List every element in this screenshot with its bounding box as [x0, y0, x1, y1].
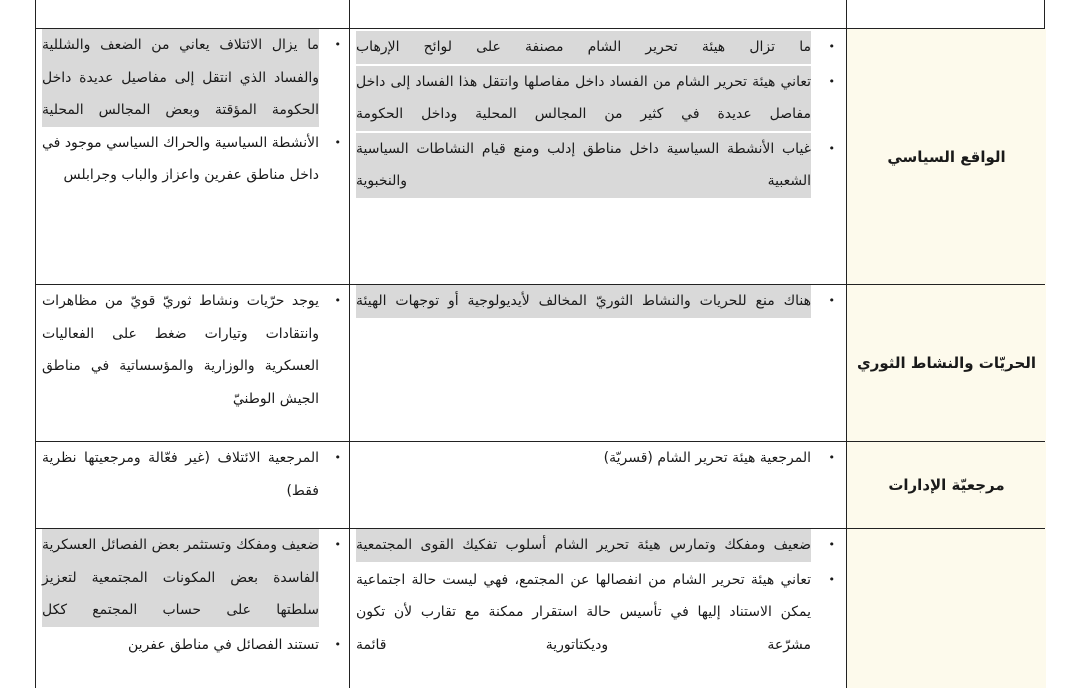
- bullet-icon: •: [828, 40, 835, 53]
- list-item: • المرجعية الائتلاف (غير فعّالة ومرجعيتها نظرية فقط): [42, 442, 319, 507]
- bullet-icon: •: [334, 135, 341, 149]
- bullet-icon: •: [334, 538, 341, 551]
- bullet-icon: •: [828, 294, 835, 307]
- table-row-admin-reference: [35, 441, 1045, 529]
- national-army-areas-cell: [36, 285, 349, 441]
- list-item: • المرجعية هيئة تحرير الشام (قسريّة): [356, 442, 811, 475]
- hts-areas-cell: [349, 529, 846, 688]
- table-top-partial-row: [35, 0, 1045, 28]
- cell-divider: [846, 0, 847, 28]
- list-item: • ضعيف ومفكك وتمارس هيئة تحرير الشام أسلوب تفكيك القوى المجتمعية: [356, 529, 811, 562]
- row-label-society: [846, 529, 1046, 688]
- bullet-icon: •: [334, 637, 341, 651]
- list-item: • تعاني هيئة تحرير الشام من الفساد داخل مفاصلها وانتقل هذا الفساد إلى داخل مفاصل عديدة في كثير من المجالس المحلية وداخل الحكومة: [356, 66, 811, 131]
- list-item: • تستند الفصائل في مناطق عفرين: [42, 629, 319, 662]
- bullet-icon: •: [334, 38, 341, 51]
- list-item: • تعاني هيئة تحرير الشام من انفصالها عن المجتمع، فهي ليست حالة اجتماعية يمكن الاستناد إليها في تأسيس حالة استقرار ممكنة مع تقارب لأن تكون مشرّعة وديكتاتورية قائمة: [356, 564, 811, 662]
- national-army-areas-cell: [36, 29, 349, 284]
- list-item: • يوجد حرّيات ونشاط ثوريّ قويّ من مظاهرات وانتقادات وتيارات ضغط على الفعاليات العسكرية والوزارية والمؤسساتية في مناطق الجيش الوطنيّ: [42, 285, 319, 415]
- bullet-icon: •: [828, 572, 835, 586]
- bullet-icon: •: [334, 294, 341, 307]
- hts-areas-cell: [349, 442, 846, 528]
- list-item: • ما يزال الائتلاف يعاني من الضعف والشللية والفساد الذي انتقل إلى مفاصيل عديدة داخل الحكومة المؤقتة وبعض المجالس المحلية: [42, 29, 319, 127]
- row-label-admin-reference: مرجعيّة الإدارات: [846, 442, 1046, 528]
- table-row-society: [35, 528, 1045, 688]
- row-label-political-reality: الواقع السياسي: [846, 29, 1046, 284]
- row-label-freedoms: الحريّات والنشاط الثوري: [846, 285, 1046, 441]
- national-army-areas-cell: [36, 529, 349, 688]
- list-item: • هناك منع للحريات والنشاط الثوريّ المخالف لأيديولوجية أو توجهات الهيئة: [356, 285, 811, 318]
- list-item: • غياب الأنشطة السياسية داخل مناطق إدلب ومنع قيام النشاطات السياسية الشعبية والنخبوية: [356, 133, 811, 198]
- bullet-icon: •: [334, 451, 341, 464]
- table-row-freedoms: [35, 284, 1045, 442]
- bullet-icon: •: [828, 74, 835, 88]
- list-item: • ضعيف ومفكك وتستثمر بعض الفصائل العسكرية الفاسدة بعض المكونات المجتمعية لتعزيز سلطتها على حساب المجتمع ككل: [42, 529, 319, 627]
- national-army-areas-cell: [36, 442, 349, 528]
- table-row-political-reality: [35, 28, 1045, 285]
- bullet-icon: •: [828, 451, 835, 464]
- bullet-icon: •: [828, 141, 835, 155]
- list-item: • الأنشطة السياسية والحراك السياسي موجود في داخل مناطق عفرين واعزاز والباب وجرابلس: [42, 127, 319, 192]
- cell-divider: [349, 0, 350, 28]
- hts-areas-cell: [349, 29, 846, 284]
- list-item: • ما تزال هيئة تحرير الشام مصنفة على لوائح الإرهاب: [356, 31, 811, 64]
- hts-areas-cell: [349, 285, 846, 441]
- bullet-icon: •: [828, 538, 835, 551]
